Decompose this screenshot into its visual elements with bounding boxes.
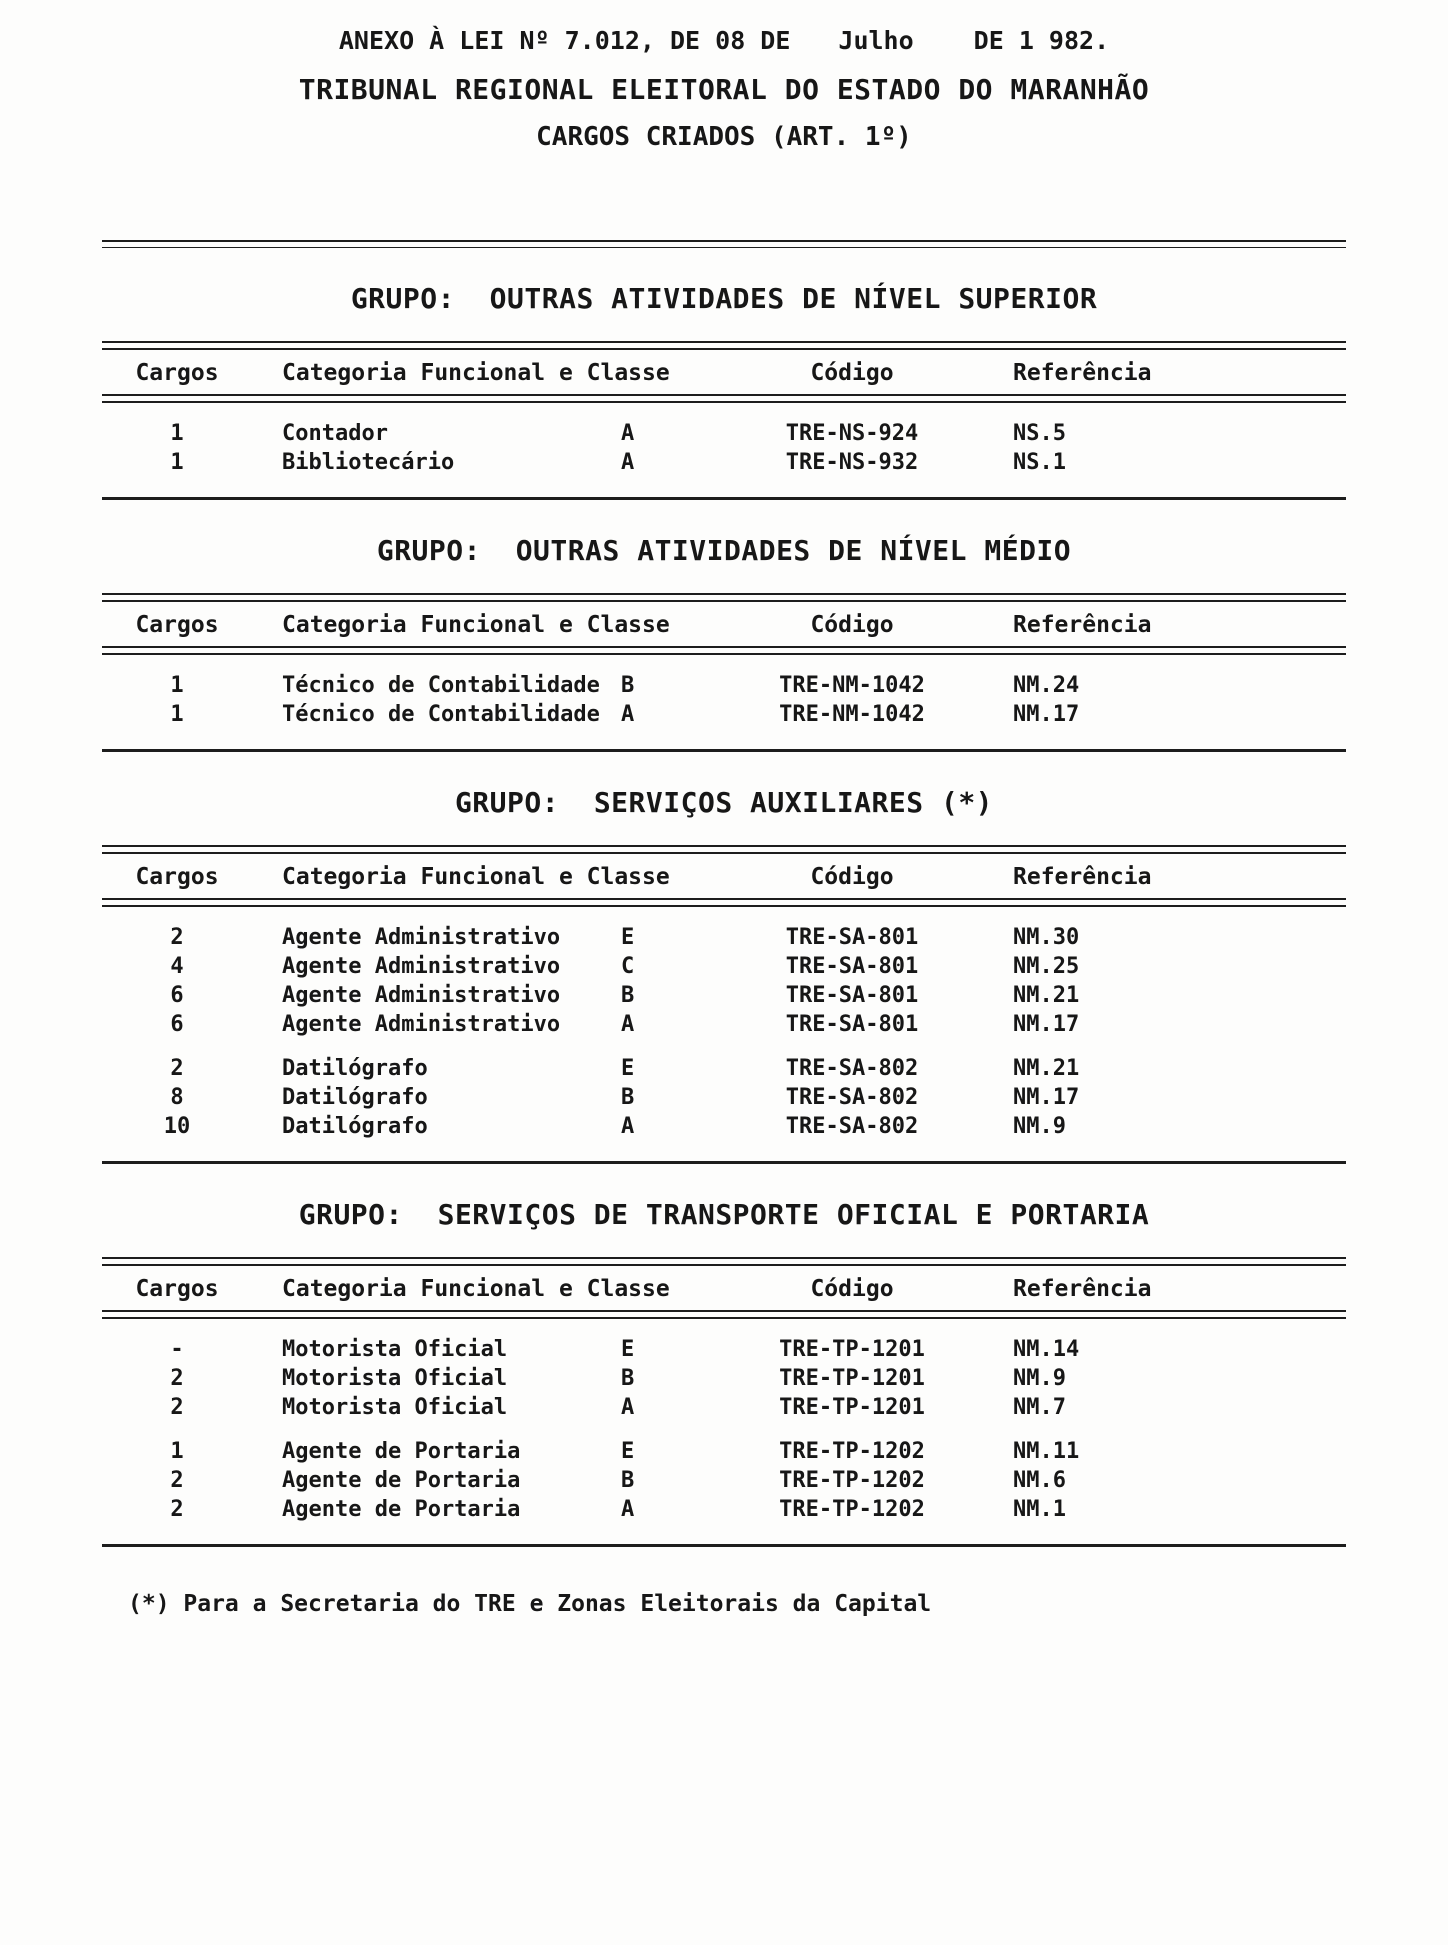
cell-classe: B bbox=[621, 673, 635, 698]
cell-categoria: Agente Administrativo bbox=[282, 954, 561, 979]
cell-classe: E bbox=[621, 1337, 635, 1362]
cell-referencia: NM.25 bbox=[1013, 954, 1080, 979]
cell-referencia: NM.17 bbox=[1013, 702, 1080, 727]
cell-classe: A bbox=[621, 1395, 635, 1420]
table-row bbox=[102, 1393, 1346, 1422]
divider bbox=[102, 749, 1346, 752]
column-header-cargos: Cargos bbox=[135, 1276, 219, 1302]
table-header-row bbox=[102, 350, 1346, 394]
table-row bbox=[102, 1083, 1346, 1112]
cell-categoria: Contador bbox=[282, 421, 388, 446]
cell-categoria: Datilógrafo bbox=[282, 1085, 428, 1110]
table-row bbox=[102, 448, 1346, 477]
cell-cargos: 2 bbox=[170, 925, 184, 950]
cell-cargos: 1 bbox=[170, 1439, 184, 1464]
cell-categoria: Agente de Portaria bbox=[282, 1439, 521, 1464]
cell-referencia: NM.21 bbox=[1013, 1056, 1080, 1081]
cell-cargos: 8 bbox=[170, 1085, 184, 1110]
table-body bbox=[102, 403, 1346, 497]
table-header-row bbox=[102, 1266, 1346, 1310]
cell-categoria: Motorista Oficial bbox=[282, 1366, 508, 1391]
cell-codigo: TRE-TP-1202 bbox=[779, 1468, 925, 1493]
divider bbox=[102, 1161, 1346, 1164]
cell-codigo: TRE-SA-802 bbox=[785, 1085, 919, 1110]
cell-referencia: NM.9 bbox=[1013, 1114, 1066, 1139]
cell-classe: E bbox=[621, 1056, 635, 1081]
cell-cargos: 2 bbox=[170, 1395, 184, 1420]
cell-classe: A bbox=[621, 1012, 635, 1037]
cell-codigo: TRE-NM-1042 bbox=[779, 673, 925, 698]
title-tribunal: TRIBUNAL REGIONAL ELEITORAL DO ESTADO DO MARANHÃO bbox=[298, 73, 1150, 106]
cell-cargos: 6 bbox=[170, 1012, 184, 1037]
cell-referencia: NM.21 bbox=[1013, 983, 1080, 1008]
cell-categoria: Datilógrafo bbox=[282, 1114, 428, 1139]
cell-cargos: 1 bbox=[170, 702, 184, 727]
cell-cargos: - bbox=[170, 1337, 184, 1362]
group-title: GRUPO: SERVIÇOS AUXILIARES (*) bbox=[454, 786, 994, 819]
cell-classe: B bbox=[621, 1085, 635, 1110]
cell-classe: A bbox=[621, 1497, 635, 1522]
table-header-row bbox=[102, 854, 1346, 898]
cell-codigo: TRE-SA-802 bbox=[785, 1056, 919, 1081]
divider bbox=[102, 1257, 1346, 1266]
table-row bbox=[102, 1495, 1346, 1524]
cell-classe: A bbox=[621, 421, 635, 446]
table-row bbox=[102, 981, 1346, 1010]
table-row bbox=[102, 1364, 1346, 1393]
table-row bbox=[102, 1437, 1346, 1466]
cell-referencia: NM.1 bbox=[1013, 1497, 1066, 1522]
group-section-nivel-medio bbox=[102, 534, 1346, 752]
table-row bbox=[102, 419, 1346, 448]
cell-classe: A bbox=[621, 1114, 635, 1139]
cell-categoria: Agente Administrativo bbox=[282, 983, 561, 1008]
divider bbox=[102, 593, 1346, 602]
column-header-categoria: Categoria Funcional e Classe bbox=[282, 360, 670, 386]
cell-classe: A bbox=[621, 450, 635, 475]
cell-codigo: TRE-SA-801 bbox=[785, 1012, 919, 1037]
table-body bbox=[102, 655, 1346, 749]
column-header-referencia: Referência bbox=[1013, 864, 1152, 890]
table-row bbox=[102, 1466, 1346, 1495]
column-header-cargos: Cargos bbox=[135, 360, 219, 386]
group-section-nivel-superior bbox=[102, 282, 1346, 500]
cell-cargos: 6 bbox=[170, 983, 184, 1008]
cell-classe: E bbox=[621, 925, 635, 950]
cell-categoria: Agente Administrativo bbox=[282, 925, 561, 950]
title-cargos-criados: CARGOS CRIADOS (ART. 1º) bbox=[536, 122, 912, 152]
group-section-servicos-auxiliares bbox=[102, 786, 1346, 1164]
cell-cargos: 1 bbox=[170, 450, 184, 475]
cell-referencia: NM.17 bbox=[1013, 1012, 1080, 1037]
table-row bbox=[102, 1054, 1346, 1083]
cell-referencia: NM.24 bbox=[1013, 673, 1080, 698]
cell-classe: C bbox=[621, 954, 635, 979]
cell-categoria: Técnico de Contabilidade bbox=[282, 702, 600, 727]
divider bbox=[102, 240, 1346, 248]
title-law-prefix: ANEXO À LEI Nº 7.012, DE 08 DE bbox=[338, 26, 791, 55]
column-header-codigo: Código bbox=[810, 1276, 894, 1302]
cell-codigo: TRE-SA-801 bbox=[785, 983, 919, 1008]
cell-codigo: TRE-TP-1201 bbox=[779, 1366, 925, 1391]
cell-cargos: 2 bbox=[170, 1056, 184, 1081]
divider bbox=[102, 341, 1346, 350]
column-header-codigo: Código bbox=[810, 864, 894, 890]
table-row bbox=[102, 1335, 1346, 1364]
divider bbox=[102, 1544, 1346, 1547]
cell-referencia: NM.30 bbox=[1013, 925, 1080, 950]
table-row bbox=[102, 671, 1346, 700]
column-header-referencia: Referência bbox=[1013, 360, 1152, 386]
cell-cargos: 1 bbox=[170, 421, 184, 446]
column-header-codigo: Código bbox=[810, 612, 894, 638]
cell-codigo: TRE-NM-1042 bbox=[779, 702, 925, 727]
title-law-year: DE 1 982. bbox=[973, 26, 1110, 55]
cell-referencia: NM.11 bbox=[1013, 1439, 1080, 1464]
cell-referencia: NM.9 bbox=[1013, 1366, 1066, 1391]
column-header-referencia: Referência bbox=[1013, 612, 1152, 638]
cell-referencia: NS.1 bbox=[1013, 450, 1066, 475]
cell-codigo: TRE-TP-1201 bbox=[779, 1337, 925, 1362]
cell-codigo: TRE-TP-1202 bbox=[779, 1439, 925, 1464]
cell-cargos: 10 bbox=[163, 1114, 191, 1139]
cell-categoria: Técnico de Contabilidade bbox=[282, 673, 600, 698]
cell-codigo: TRE-SA-801 bbox=[785, 954, 919, 979]
cell-categoria: Motorista Oficial bbox=[282, 1395, 508, 1420]
cell-classe: E bbox=[621, 1439, 635, 1464]
cell-categoria: Agente de Portaria bbox=[282, 1468, 521, 1493]
table-row bbox=[102, 1010, 1346, 1039]
cell-referencia: NM.17 bbox=[1013, 1085, 1080, 1110]
divider bbox=[102, 898, 1346, 907]
cell-classe: B bbox=[621, 1366, 635, 1391]
divider bbox=[102, 646, 1346, 655]
group-title: GRUPO: OUTRAS ATIVIDADES DE NÍVEL MÉDIO bbox=[376, 534, 1072, 567]
table-row bbox=[102, 1112, 1346, 1141]
cell-classe: B bbox=[621, 983, 635, 1008]
column-header-categoria: Categoria Funcional e Classe bbox=[282, 864, 670, 890]
column-header-codigo: Código bbox=[810, 360, 894, 386]
divider bbox=[102, 497, 1346, 500]
column-header-referencia: Referência bbox=[1013, 1276, 1152, 1302]
cell-codigo: TRE-SA-801 bbox=[785, 925, 919, 950]
cell-codigo: TRE-NS-924 bbox=[785, 421, 919, 446]
cell-categoria: Agente Administrativo bbox=[282, 1012, 561, 1037]
column-header-cargos: Cargos bbox=[135, 612, 219, 638]
divider bbox=[102, 1310, 1346, 1319]
group-section-transporte-portaria bbox=[102, 1198, 1346, 1547]
document-body bbox=[102, 240, 1346, 1617]
cell-cargos: 2 bbox=[170, 1366, 184, 1391]
cell-classe: A bbox=[621, 702, 635, 727]
cell-referencia: NM.6 bbox=[1013, 1468, 1066, 1493]
table-row bbox=[102, 923, 1346, 952]
cell-codigo: TRE-NS-932 bbox=[785, 450, 919, 475]
table-row bbox=[102, 700, 1346, 729]
column-header-cargos: Cargos bbox=[135, 864, 219, 890]
cell-codigo: TRE-TP-1201 bbox=[779, 1395, 925, 1420]
title-line-law bbox=[0, 26, 1448, 55]
footnote: (*) Para a Secretaria do TRE e Zonas Eleitorais da Capital bbox=[128, 1591, 932, 1617]
cell-cargos: 2 bbox=[170, 1497, 184, 1522]
cell-referencia: NS.5 bbox=[1013, 421, 1066, 446]
divider bbox=[102, 394, 1346, 403]
cell-categoria: Datilógrafo bbox=[282, 1056, 428, 1081]
table-body bbox=[102, 907, 1346, 1161]
cell-classe: B bbox=[621, 1468, 635, 1493]
cell-codigo: TRE-SA-802 bbox=[785, 1114, 919, 1139]
cell-cargos: 2 bbox=[170, 1468, 184, 1493]
cell-categoria: Agente de Portaria bbox=[282, 1497, 521, 1522]
table-body bbox=[102, 1319, 1346, 1544]
cell-categoria: Motorista Oficial bbox=[282, 1337, 508, 1362]
title-law-month: Julho bbox=[838, 26, 914, 55]
cell-referencia: NM.14 bbox=[1013, 1337, 1080, 1362]
divider bbox=[102, 845, 1346, 854]
group-title: GRUPO: OUTRAS ATIVIDADES DE NÍVEL SUPERIOR bbox=[350, 282, 1098, 315]
table-row bbox=[102, 952, 1346, 981]
cell-codigo: TRE-TP-1202 bbox=[779, 1497, 925, 1522]
column-header-categoria: Categoria Funcional e Classe bbox=[282, 612, 670, 638]
cell-cargos: 4 bbox=[170, 954, 184, 979]
table-header-row bbox=[102, 602, 1346, 646]
group-title: GRUPO: SERVIÇOS DE TRANSPORTE OFICIAL E PORTARIA bbox=[298, 1198, 1150, 1231]
column-header-categoria: Categoria Funcional e Classe bbox=[282, 1276, 670, 1302]
cell-referencia: NM.7 bbox=[1013, 1395, 1066, 1420]
cell-cargos: 1 bbox=[170, 673, 184, 698]
document-header bbox=[0, 26, 1448, 152]
cell-categoria: Bibliotecário bbox=[282, 450, 455, 475]
